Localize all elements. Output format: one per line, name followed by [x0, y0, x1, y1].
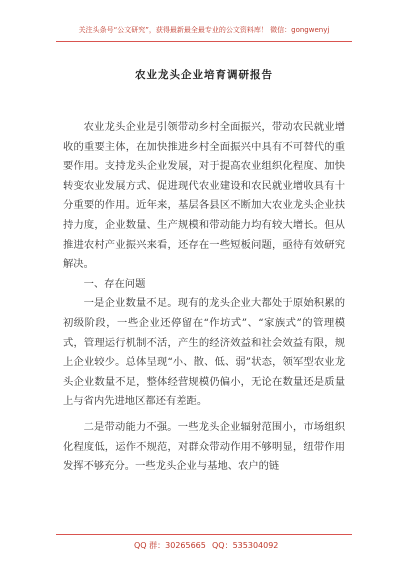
header-divider	[56, 41, 352, 42]
section-heading: 一、存在问题	[83, 277, 146, 290]
footer-qq-group: QQ 群：30265665	[134, 541, 206, 550]
paragraph-issue-2: 二是带动能力不强。一些龙头企业辐射范围小，市场组织化程度低，运作不规范，对群众带动作用不够明显，纽带作用发挥不够充分。一些龙头企业与基地、农户的链	[63, 420, 345, 473]
page-header	[0, 0, 408, 46]
document-body	[63, 118, 345, 477]
header-notice: 关注头条号“公文研究”，获得最新最全最专业的公文资料库！ 微信：gongwenyj	[78, 26, 330, 34]
footer-divider	[56, 534, 352, 535]
footer-qq: QQ：535304092	[212, 541, 279, 550]
paragraph-issue-1: 一是企业数量不足。现有的龙头企业大都处于原始积累的初级阶段，一些企业还停留在“作坊式”、“家族式”的管理模式，管理运行机制不活，产生的经济效益和社会效益有限，规上企业较少。总体呈现“小、散、低、弱”状态，领军型农业龙头企业数量不足，整体经营规模仍偏小，无论在数量还是质量上与省内先进地区都还有差距。	[63, 297, 345, 408]
paragraph-intro: 农业龙头企业是引领带动乡村全面振兴，带动农民就业增收的重要主体，在加快推进乡村全面振兴中具有不可替代的重要作用。支持龙头企业发展，对于提高农业组织化程度、加快转变农业发展方式、促进现代农业建设和农民就业增收具有十分重要的作用。近年来，基层各县区不断加大农业龙头企业扶持力度，企业数量、生产规模和带动能力均有较大增长。但从推进农村产业振兴来看，还存在一些短板问题，亟待有效研究解决。	[63, 121, 345, 271]
document-title: 农业龙头企业培育调研报告	[135, 69, 273, 81]
